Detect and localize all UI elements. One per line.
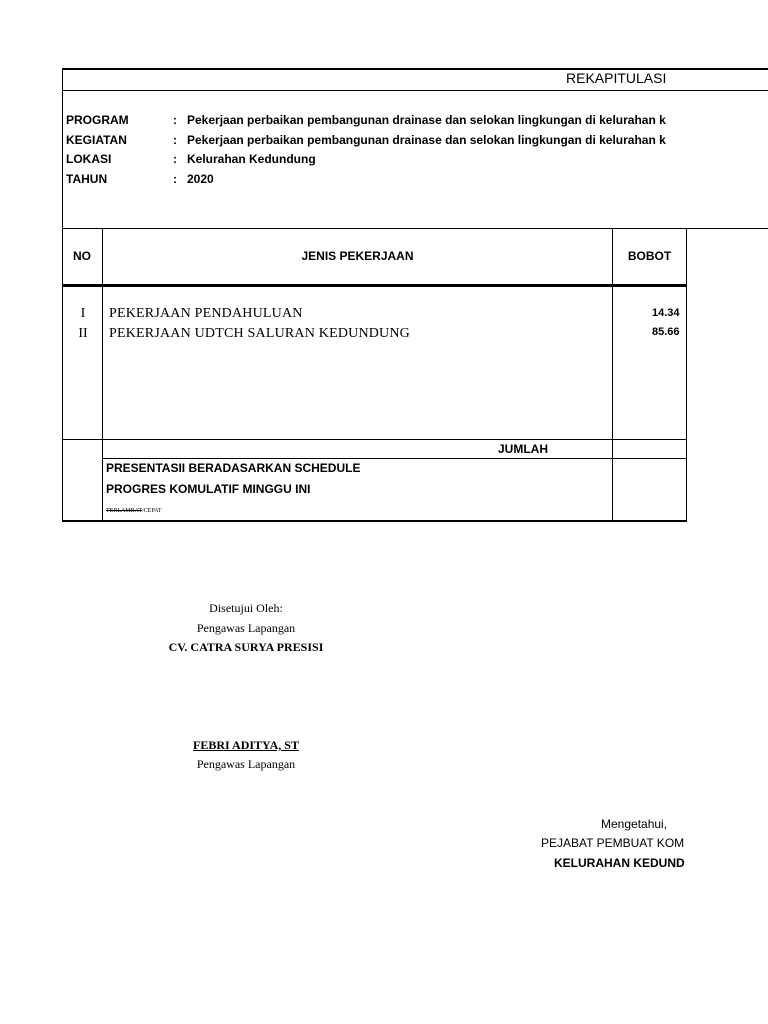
jumlah-label: JUMLAH [498, 442, 548, 456]
approver-title: Pengawas Lapangan [196, 757, 296, 771]
table-bottom-border [62, 520, 687, 522]
info-value: 2020 [187, 172, 214, 186]
row-2-no: II [78, 326, 88, 341]
info-value: Pekerjaan perbaikan pembangunan drainase dan selokan lingkungan di kelurahan k [187, 113, 666, 127]
presentasi-label: PRESENTASII BERADASARKAN SCHEDULE [106, 461, 361, 475]
status-note [106, 508, 161, 514]
approver-role: Pengawas Lapangan [196, 621, 296, 635]
info-label: LOKASI [66, 152, 112, 166]
frame-left-border [62, 68, 63, 522]
progres-label: PROGRES KOMULATIF MINGGU INI [106, 482, 311, 496]
approver-company: CV. CATRA SURYA PRESISI [168, 640, 324, 654]
row-1-work: PEKERJAAN PENDAHULUAN [109, 306, 303, 321]
col-divider-bobot [612, 228, 613, 522]
col-divider-no [102, 228, 103, 522]
sheet-title: REKAPITULASI [566, 70, 667, 86]
row-1-no: I [80, 306, 86, 321]
rows-bottom-border [62, 439, 687, 440]
approver-name: FEBRI ADITYA, ST [193, 738, 299, 752]
acknowledger-org: KELURAHAN KEDUND [554, 856, 685, 870]
title-underline [62, 90, 768, 91]
row-2-bobot: 85.66 [652, 326, 680, 338]
info-label: KEGIATAN [66, 133, 127, 147]
info-colon: : [173, 133, 177, 147]
row-1-bobot: 14.34 [652, 307, 680, 319]
header-no: NO [73, 249, 91, 263]
frame-right-border [686, 228, 687, 522]
acknowledged-label: Mengetahui, [601, 817, 668, 831]
info-colon: : [173, 113, 177, 127]
info-colon: : [173, 152, 177, 166]
summary-top-border [102, 458, 687, 459]
header-bobot: BOBOT [627, 249, 672, 263]
status-cepat: /CEPAT [142, 508, 162, 514]
status-terlambat: TERLAMBAT [106, 508, 142, 514]
table-header-divider [62, 284, 687, 287]
info-value: Kelurahan Kedundung [187, 152, 316, 166]
approved-by-label: Disetujui Oleh: [209, 601, 283, 615]
header-jenis-pekerjaan: JENIS PEKERJAAN [301, 249, 414, 263]
info-label: TAHUN [66, 172, 108, 186]
info-label: PROGRAM [66, 113, 129, 127]
info-value: Pekerjaan perbaikan pembangunan drainase dan selokan lingkungan di kelurahan k [187, 133, 666, 147]
table-top-border [62, 228, 768, 229]
info-colon: : [173, 172, 177, 186]
acknowledger-role: PEJABAT PEMBUAT KOM [541, 836, 685, 850]
row-2-work: PEKERJAAN UDTCH SALURAN KEDUNDUNG [109, 326, 410, 341]
